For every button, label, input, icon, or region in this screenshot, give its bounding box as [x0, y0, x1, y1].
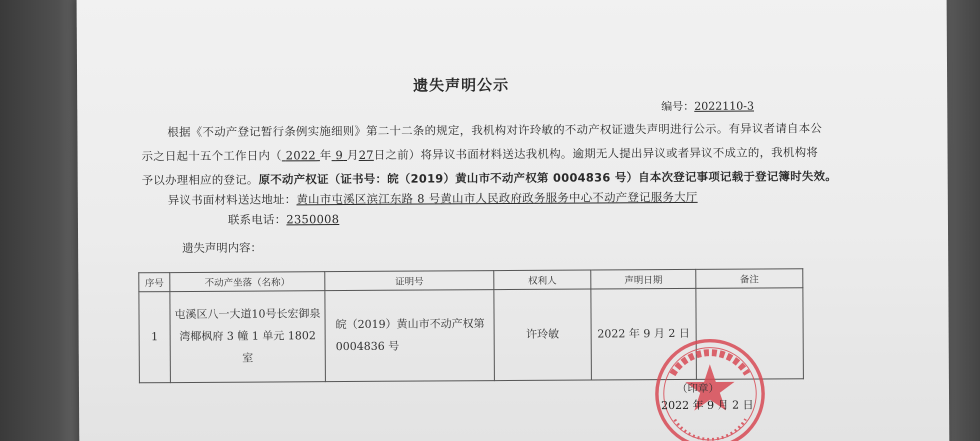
invalidation-statement: 原不动产权证（证书号：皖（2019）黄山市不动产权第 0004836 号）自本次登记事项记载于登记簿时失效。 [258, 169, 837, 187]
header-owner: 权利人 [494, 270, 591, 290]
certificate-line-1: 皖（2019）黄山市不动产权第 [335, 317, 485, 332]
address-label: 异议书面材料送达地址： [167, 192, 297, 208]
header-date: 声明日期 [591, 269, 696, 289]
cell-certificate [325, 290, 495, 382]
deadline-month: 9 [335, 148, 344, 163]
number-label: 编号： [661, 99, 695, 114]
header-location: 不动产坐落（名称） [170, 272, 325, 292]
deadline-year: 2022 [285, 148, 317, 163]
month-unit: 月 [346, 147, 359, 163]
header-seq: 序号 [139, 273, 170, 292]
paragraph-line-2 [141, 144, 818, 164]
header-certificate: 证明号 [325, 271, 494, 291]
content-label: 遗失声明内容： [182, 240, 262, 256]
seal-label: （印章） [676, 382, 720, 396]
year-unit: 年 [319, 148, 332, 163]
certificate-line-2: 0004836 号 [335, 339, 400, 354]
address-value: 黄山市屯溪区滨江东路 8 号黄山市人民政府政务服务中心不动产登记服务大厅 [296, 189, 698, 207]
location-line-2: 湾椰枫府 3 幢 1 单元 1802 室 [179, 329, 316, 365]
number-value: 2022110-3 [694, 99, 755, 113]
phone-label: 联系电话： [227, 212, 287, 227]
cell-date: 2022 年 9 月 2 日 [591, 288, 697, 380]
paragraph-line-1: 根据《不动产登记暂行条例实施细则》第二十二条的规定，我机构对许玲敏的不动产权证遗失声明进行公示。有异议者请自本公 [167, 121, 823, 140]
deadline-suffix: 日之前）将异议书面材料送达我机构。逾期无人提出异议或者异议不成立的，我机构将 [373, 145, 819, 162]
header-note: 备注 [696, 269, 803, 289]
location-line-1: 屯溪区八一大道10号长宏御泉 [174, 307, 321, 322]
deadline-day: 27 [358, 147, 374, 162]
document-sheet [77, 0, 950, 441]
phone-value: 2350008 [286, 212, 340, 227]
paragraph-line-4 [168, 189, 698, 208]
signature-date: 2022 年 9 月 2 日 [661, 398, 754, 413]
paragraph-line-5 [228, 211, 339, 228]
registration-note: 予以办理相应的登记。 [141, 172, 259, 188]
paragraph-line-3 [142, 168, 837, 188]
cell-location [170, 291, 326, 383]
cell-seq: 1 [139, 292, 171, 383]
document-number [661, 98, 754, 115]
document-title: 遗失声明公示 [413, 76, 510, 95]
cell-owner: 许玲敏 [494, 289, 592, 381]
deadline-prefix: 示之日起十五个工作日内（ [141, 148, 282, 164]
